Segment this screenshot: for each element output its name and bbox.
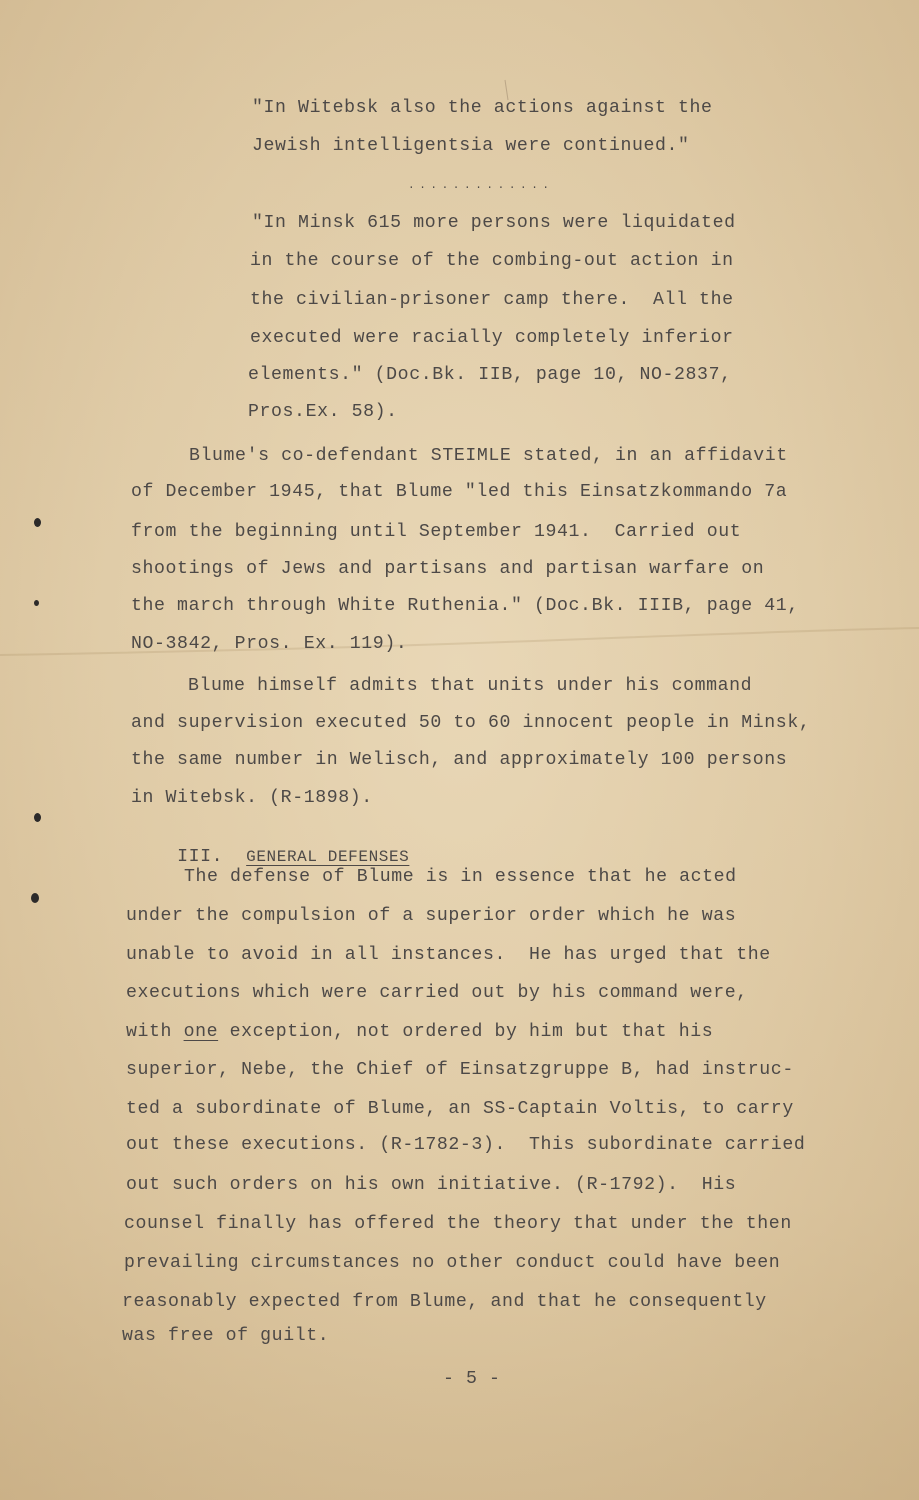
paragraph-line: out such orders on his own initiative. (R-1792). His	[126, 1175, 737, 1195]
paragraph-line: from the beginning until September 1941. Carried out	[131, 522, 742, 542]
paragraph-line	[126, 1021, 713, 1043]
paragraph-line: Blume himself admits that units under his command	[188, 676, 753, 696]
section-number: III.	[177, 847, 224, 867]
paragraph-line: shootings of Jews and partisans and partisan warfare on	[131, 559, 765, 579]
paragraph-line: in Witebsk. (R-1898).	[131, 788, 373, 808]
quote-line: in the course of the combing-out action in	[250, 251, 734, 271]
quote-line: the civilian-prisoner camp there. All the	[250, 290, 734, 310]
paragraph-line: under the compulsion of a superior order which he was	[126, 906, 737, 926]
emphasis-one: one	[183, 1022, 219, 1042]
quote-line: Jewish intelligentsia were continued."	[252, 136, 690, 156]
paragraph-line: ted a subordinate of Blume, an SS-Captain Voltis, to carry	[126, 1099, 794, 1119]
ellipsis-separator: . . . . . . . . . . . . .	[408, 180, 549, 192]
binder-hole	[34, 600, 39, 606]
paragraph-line: prevailing circumstances no other conduct could have been	[124, 1253, 781, 1273]
paragraph-line: out these executions. (R-1782-3). This subordinate carried	[126, 1135, 806, 1155]
binder-hole	[31, 893, 39, 903]
paragraph-line: and supervision executed 50 to 60 innocent people in Minsk,	[131, 713, 811, 733]
paragraph-line: counsel finally has offered the theory that under the then	[124, 1214, 792, 1234]
paragraph-line: unable to avoid in all instances. He has urged that the	[126, 945, 771, 965]
page-number: - 5 -	[443, 1369, 501, 1389]
section-title: GENERAL DEFENSES	[246, 848, 410, 866]
paragraph-line: Blume's co-defendant STEIMLE stated, in an affidavit	[189, 446, 788, 466]
quote-line: "In Witebsk also the actions against the	[252, 98, 713, 118]
paragraph-line: the same number in Welisch, and approximately 100 persons	[131, 750, 788, 770]
paragraph-line: The defense of Blume is in essence that he acted	[184, 867, 737, 887]
paragraph-line: superior, Nebe, the Chief of Einsatzgruppe B, had instruc-	[126, 1060, 794, 1080]
quote-line: executed were racially completely inferior	[250, 328, 734, 348]
binder-hole	[34, 813, 41, 822]
text-run: with	[126, 1022, 184, 1042]
quote-line: elements." (Doc.Bk. IIB, page 10, NO-2837,	[248, 365, 732, 385]
paragraph-line: NO-3842, Pros. Ex. 119).	[131, 634, 408, 654]
quote-line: Pros.Ex. 58).	[248, 402, 398, 422]
paragraph-line: executions which were carried out by his command were,	[126, 983, 748, 1003]
paragraph-line: of December 1945, that Blume "led this Einsatzkommando 7a	[131, 482, 788, 502]
paragraph-line: reasonably expected from Blume, and that he consequently	[122, 1292, 767, 1312]
text-run: exception, not ordered by him but that his	[218, 1022, 714, 1042]
paragraph-line: was free of guilt.	[122, 1326, 330, 1346]
binder-hole	[34, 518, 41, 527]
quote-line: "In Minsk 615 more persons were liquidated	[252, 213, 736, 233]
paragraph-line: the march through White Ruthenia." (Doc.Bk. IIIB, page 41,	[131, 596, 799, 616]
